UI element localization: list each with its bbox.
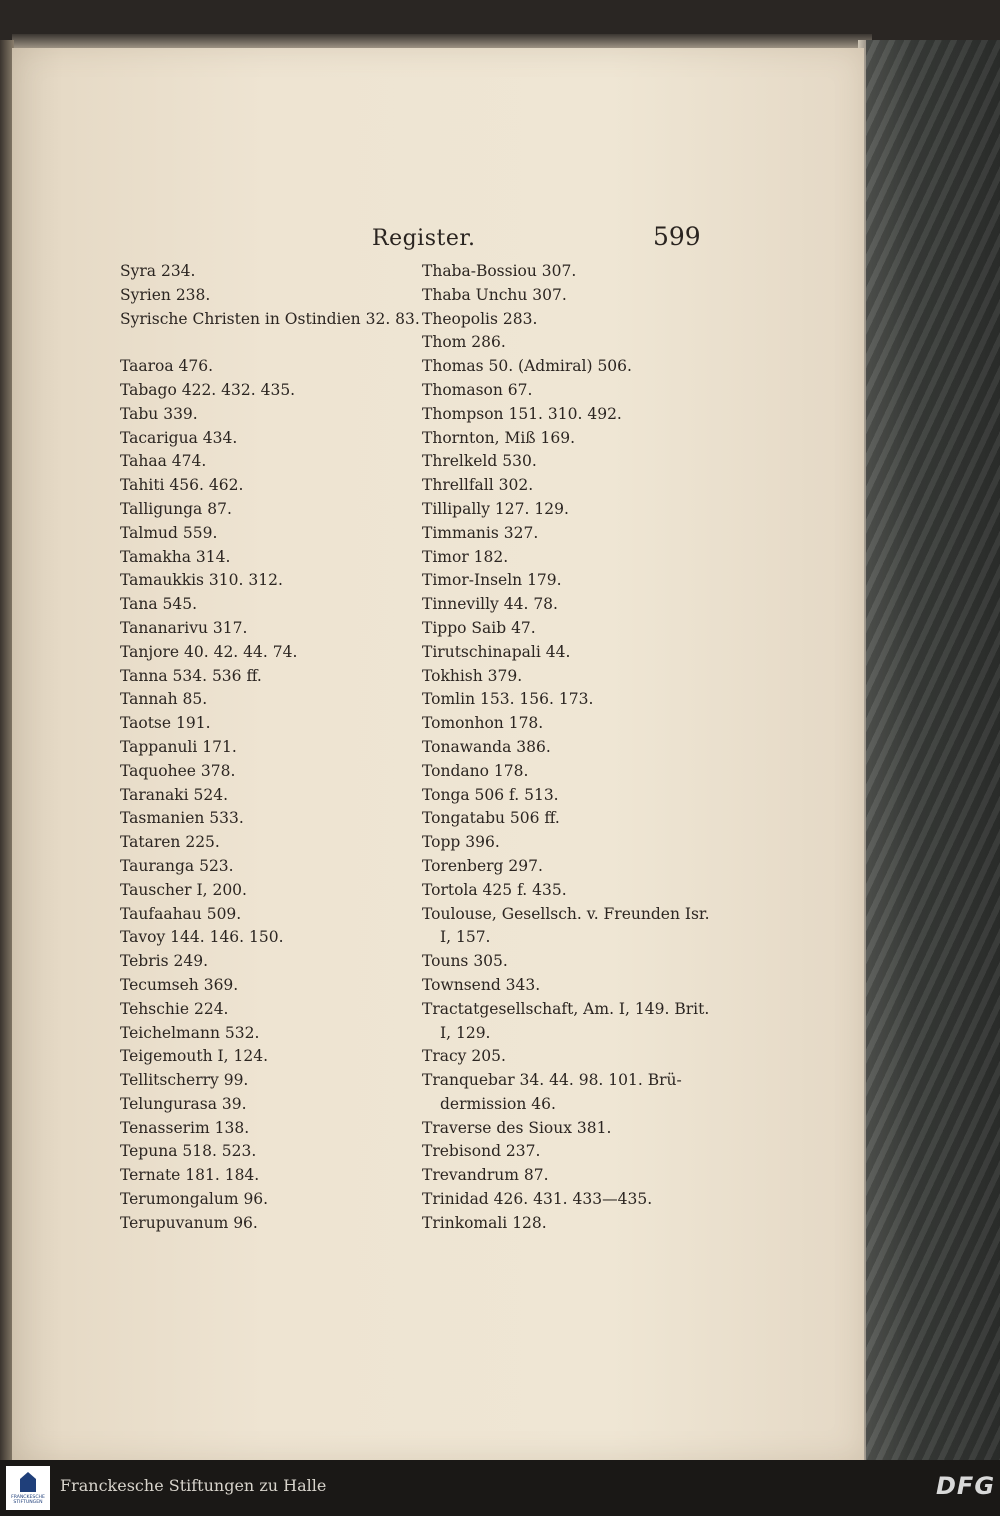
building-icon bbox=[20, 1472, 36, 1492]
index-entry: Tanjore 40. 42. 44. 74. bbox=[120, 642, 298, 661]
index-entry: Tebris 249. bbox=[120, 952, 208, 971]
index-entry: Teigemouth I, 124. bbox=[120, 1047, 268, 1066]
index-entry: Tana 545. bbox=[120, 595, 198, 614]
index-entry: Terumongalum 96. bbox=[120, 1190, 269, 1209]
index-spacer bbox=[120, 331, 420, 355]
index-entry: Talmud 559. bbox=[120, 523, 218, 542]
index-entry: Tillipally 127. 129. bbox=[422, 499, 569, 518]
index-entry: Thom 286. bbox=[422, 333, 506, 352]
index-column-left bbox=[120, 260, 420, 1236]
index-entry: Trinkomali 128. bbox=[422, 1213, 547, 1232]
index-entry: Thompson 151. 310. 492. bbox=[422, 404, 622, 423]
index-entry: Terupuvanum 96. bbox=[120, 1213, 258, 1232]
index-entry: Talligunga 87. bbox=[120, 499, 232, 518]
index-entry: Tongatabu 506 ff. bbox=[422, 809, 560, 828]
index-entry: Tabu 339. bbox=[120, 404, 198, 423]
franckesche-logo[interactable] bbox=[6, 1466, 50, 1510]
index-entry: Taaroa 476. bbox=[120, 357, 214, 376]
index-entry: Tokhish 379. bbox=[422, 666, 523, 685]
index-entry: Timor 182. bbox=[422, 547, 509, 566]
index-entry: Tranquebar 34. 44. 98. 101. Brü- bbox=[422, 1071, 682, 1090]
index-entry: Taranaki 524. bbox=[120, 785, 229, 804]
index-entry: Syra 234. bbox=[120, 262, 196, 280]
index-entry: Tonawanda 386. bbox=[422, 737, 551, 756]
index-entry: Townsend 343. bbox=[422, 975, 541, 994]
viewer-footer bbox=[0, 1460, 1000, 1516]
index-entry: Tamaukkis 310. 312. bbox=[120, 571, 283, 590]
book-cover-board bbox=[858, 40, 1000, 1460]
index-entry: Tauscher I, 200. bbox=[120, 880, 247, 899]
index-entry: Telungurasa 39. bbox=[120, 1094, 247, 1113]
index-entry: Tondano 178. bbox=[422, 761, 529, 780]
index-entry: Tellitscherry 99. bbox=[120, 1071, 249, 1090]
index-entry: Torenberg 297. bbox=[422, 856, 543, 875]
logo-text: FRANCKESCHE STIFTUNGEN bbox=[11, 1495, 45, 1505]
index-entry-continuation: I, 157. bbox=[440, 928, 491, 947]
index-entry: Tataren 225. bbox=[120, 833, 220, 852]
index-entry: Theopolis 283. bbox=[422, 309, 538, 328]
index-entry: Tomonhon 178. bbox=[422, 714, 544, 733]
index-entry: Tacarigua 434. bbox=[120, 428, 238, 447]
index-entry: Tauranga 523. bbox=[120, 856, 234, 875]
index-entry: Tomlin 153. 156. 173. bbox=[422, 690, 594, 709]
index-entry: Topp 396. bbox=[422, 833, 500, 852]
index-entry: Tecumseh 369. bbox=[120, 975, 239, 994]
index-entry: Thornton, Miß 169. bbox=[422, 428, 576, 447]
index-entry: Tanna 534. 536 ff. bbox=[120, 666, 262, 685]
index-entry: Tasmanien 533. bbox=[120, 809, 244, 828]
index-entry: Tannah 85. bbox=[120, 690, 208, 709]
index-entry: Taufaahau 509. bbox=[120, 904, 242, 923]
index-entry: Tehschie 224. bbox=[120, 999, 229, 1018]
index-entry: Tahaa 474. bbox=[120, 452, 207, 471]
index-entry: Thaba-Bossiou 307. bbox=[422, 262, 577, 280]
page-header bbox=[12, 218, 864, 258]
index-entry: Taquohee 378. bbox=[120, 761, 236, 780]
index-entry: Thaba Unchu 307. bbox=[422, 285, 567, 304]
index-entry: Thomas 50. (Admiral) 506. bbox=[422, 357, 632, 376]
index-entry-continuation: I, 129. bbox=[440, 1023, 491, 1042]
index-entry: Thomason 67. bbox=[422, 380, 533, 399]
index-entry: Tananarivu 317. bbox=[120, 618, 248, 637]
index-entry: Ternate 181. 184. bbox=[120, 1166, 260, 1185]
index-entry: Trinidad 426. 431. 433—435. bbox=[422, 1190, 653, 1209]
dfg-logo[interactable]: DFG bbox=[936, 1472, 996, 1500]
index-entry: Trevandrum 87. bbox=[422, 1166, 549, 1185]
index-entry: Taotse 191. bbox=[120, 714, 211, 733]
index-entry: Tonga 506 f. 513. bbox=[422, 785, 559, 804]
index-entry: Tractatgesellschaft, Am. I, 149. Brit. bbox=[422, 999, 710, 1018]
index-entry: Threllfall 302. bbox=[422, 476, 534, 495]
index-entry: Timmanis 327. bbox=[422, 523, 539, 542]
index-entry: Teichelmann 532. bbox=[120, 1023, 260, 1042]
index-entry: Tahiti 456. 462. bbox=[120, 476, 244, 495]
index-entry: Tepuna 518. 523. bbox=[120, 1142, 257, 1161]
index-entry: Touns 305. bbox=[422, 952, 508, 971]
index-entry: Tinnevilly 44. 78. bbox=[422, 595, 558, 614]
index-entry: Syrien 238. bbox=[120, 285, 211, 304]
institution-link[interactable]: Franckesche Stiftungen zu Halle bbox=[60, 1476, 327, 1495]
index-entry-continuation: dermission 46. bbox=[440, 1094, 556, 1113]
index-entry: Threlkeld 530. bbox=[422, 452, 537, 471]
page-number: 599 bbox=[653, 222, 701, 251]
index-entry: Tabago 422. 432. 435. bbox=[120, 380, 296, 399]
index-entry: Tippo Saib 47. bbox=[422, 618, 536, 637]
index-entry: Tamakha 314. bbox=[120, 547, 231, 566]
index-entry: Tirutschinapali 44. bbox=[422, 642, 571, 661]
index-entry: Tortola 425 f. 435. bbox=[422, 880, 567, 899]
index-entry: Tavoy 144. 146. 150. bbox=[120, 928, 284, 947]
index-entry: Tenasserim 138. bbox=[120, 1118, 250, 1137]
index-entry: Timor-Inseln 179. bbox=[422, 571, 562, 590]
index-entry: Trebisond 237. bbox=[422, 1142, 541, 1161]
running-head: Register. bbox=[372, 226, 476, 251]
index-entry: Tappanuli 171. bbox=[120, 737, 237, 756]
index-column-right bbox=[422, 260, 710, 1236]
index-entry: Toulouse, Gesellsch. v. Freunden Isr. bbox=[422, 904, 710, 923]
index-entry: Traverse des Sioux 381. bbox=[422, 1118, 612, 1137]
index-entry: Syrische Christen in Ostindien 32. 83. bbox=[120, 309, 420, 328]
index-entry: Tracy 205. bbox=[422, 1047, 506, 1066]
book-page bbox=[12, 48, 864, 1460]
